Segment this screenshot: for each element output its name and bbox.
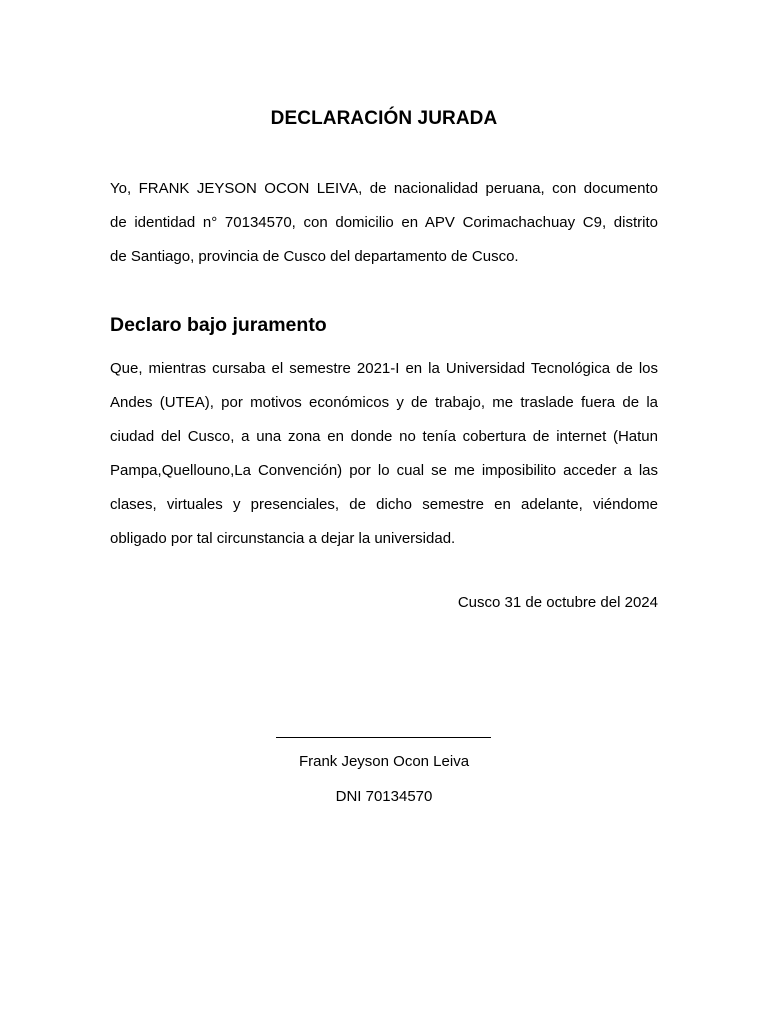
intro-paragraph [110, 172, 658, 274]
document-title: DECLARACIÓN JURADA [270, 108, 498, 129]
signatory-name: Frank Jeyson Ocon Leiva [298, 753, 470, 770]
signature-line [276, 737, 491, 738]
declaration-line: ciudad del Cusco, a una zona en donde no tenía cobertura de internet (Hatun [110, 428, 658, 445]
section-heading: Declaro bajo juramento [110, 314, 327, 336]
intro-line: de Santiago, provincia de Cusco del departamento de Cusco. [110, 248, 519, 265]
declaration-line: Pampa,Quellouno,La Convención) por lo cual se me imposibilito acceder a las [110, 462, 658, 479]
declaration-paragraph [110, 352, 658, 556]
declaration-line: clases, virtuales y presenciales, de dicho semestre en adelante, viéndome [110, 496, 658, 513]
intro-line: de identidad n° 70134570, con domicilio en APV Corimachachuay C9, distrito [110, 214, 658, 231]
intro-line: Yo, FRANK JEYSON OCON LEIVA, de nacionalidad peruana, con documento [110, 180, 658, 197]
declaration-line: Andes (UTEA), por motivos económicos y de trabajo, me traslade fuera de la [110, 394, 658, 411]
declaration-line: obligado por tal circunstancia a dejar la universidad. [110, 530, 456, 547]
declaration-line: Que, mientras cursaba el semestre 2021-I en la Universidad Tecnológica de los [110, 360, 658, 377]
date-place: Cusco 31 de octubre del 2024 [457, 594, 658, 611]
signatory-dni: DNI 70134570 [335, 788, 433, 805]
